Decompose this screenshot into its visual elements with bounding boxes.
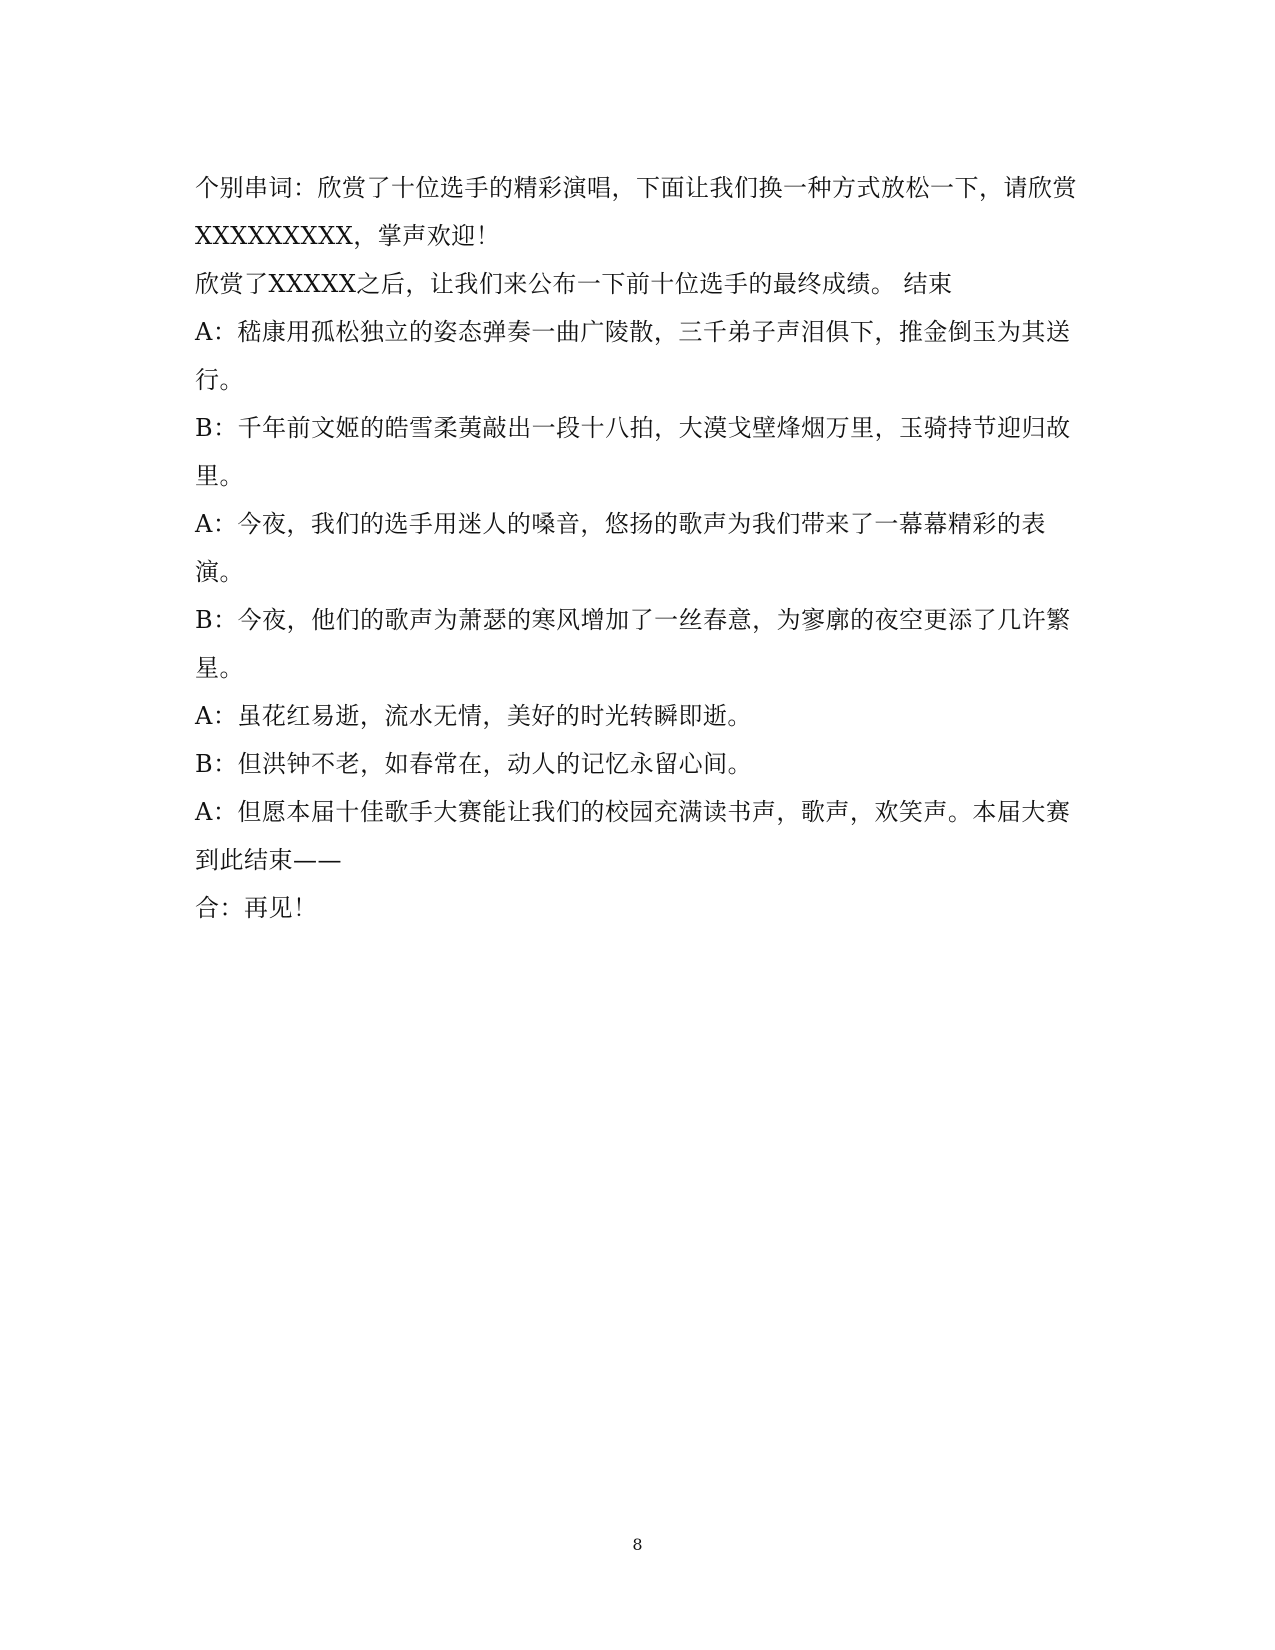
paragraph-host-b-3: B：但洪钟不老，如春常在，动人的记忆永留心间。 <box>195 750 753 778</box>
paragraph-host-b-2: B：今夜，他们的歌声为萧瑟的寒风增加了一丝春意，为寥廓的夜空更添了几许繁星。 <box>195 606 1071 682</box>
paragraph-host-a-3: A：虽花红易逝，流水无情，美好的时光转瞬即逝。 <box>195 702 752 730</box>
paragraph-host-a-2: A：今夜，我们的选手用迷人的嗓音，悠扬的歌声为我们带来了一幕幕精彩的表演。 <box>195 510 1046 586</box>
paragraph-host-a-4: A：但愿本届十佳歌手大赛能让我们的校园充满读书声，歌声，欢笑声。本届大赛到此结束—— <box>195 798 1071 874</box>
paragraph-host-a-1: A：嵇康用孤松独立的姿态弹奏一曲广陵散，三千弟子声泪俱下，推金倒玉为其送行。 <box>195 318 1071 394</box>
paragraph-together: 合：再见！ <box>195 894 318 922</box>
paragraph-interlude: 个别串词：欣赏了十位选手的精彩演唱，下面让我们换一种方式放松一下，请欣赏XXXXXXXXX，掌声欢迎！ <box>195 174 1077 250</box>
page-number: 8 <box>632 1535 643 1554</box>
paragraph-results-announcement: 欣赏了XXXXX之后，让我们来公布一下前十位选手的最终成绩。 结束 <box>195 270 953 298</box>
document-body <box>195 164 1085 932</box>
paragraph-host-b-1: B：千年前文姬的皓雪柔荑敲出一段十八拍，大漠戈壁烽烟万里，玉骑持节迎归故里。 <box>195 414 1071 490</box>
